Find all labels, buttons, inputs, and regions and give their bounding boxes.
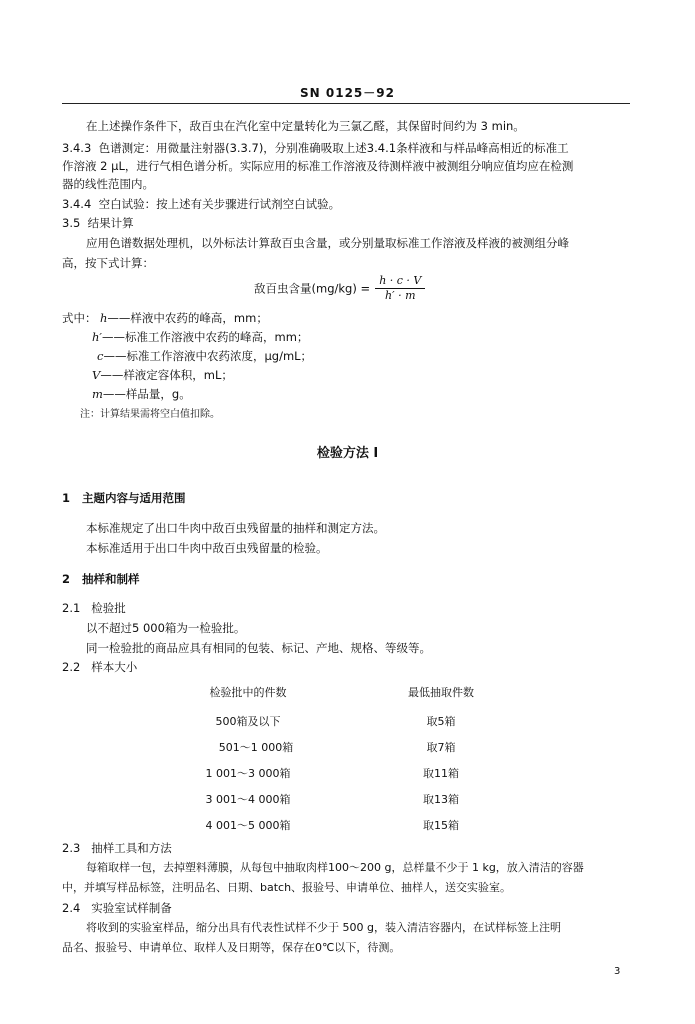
section-2-4-line1: 将收到的实验室样品，缩分出具有代表性试样不少于 500 g，装入清洁容器内，在试样标签上注明 — [86, 921, 561, 934]
section-title: 实验室试样制备 — [91, 901, 172, 915]
section-3-5-heading — [62, 215, 134, 231]
table-header: 检验批中的件数 — [209, 686, 287, 699]
table-cell: 4 001～5 000箱 — [205, 819, 291, 832]
page-number: 3 — [614, 966, 621, 977]
formula-numerator: h · c · V — [375, 274, 425, 289]
formula-fraction — [375, 274, 425, 303]
definition-item — [97, 348, 312, 364]
section-2-heading — [62, 571, 140, 587]
section-title: 结果计算 — [87, 216, 134, 230]
section-3-4-3-line3: 器的线性范围内。 — [62, 177, 154, 191]
section-2-2-heading — [62, 659, 137, 675]
section-number: 3.4.4 — [62, 197, 92, 211]
section-number: 2.1 — [62, 601, 81, 615]
where-label: 式中： — [62, 311, 97, 325]
section-number: 1 — [62, 491, 71, 505]
section-number: 2.4 — [62, 901, 81, 915]
table-header: 最低抽取件数 — [408, 686, 474, 699]
definition-text: ——样液中农药的峰高，mm； — [107, 311, 268, 325]
definition-text: ——样品量，g。 — [102, 387, 191, 401]
definition-symbol: c — [97, 349, 104, 363]
section-text: 色谱测定：用微量注射器(3.3.7)，分别准确吸取上述3.4.1条样液和与样品峰高相近的标准工 — [98, 141, 569, 155]
section-2-4-line2: 品名、报验号、申请单位、取样人及日期等，保存在0℃以下，待测。 — [62, 941, 401, 954]
definition-text: ——样液定容体积，mL； — [100, 368, 233, 382]
definition-symbol: h′ — [92, 330, 103, 344]
table-cell: 1 001～3 000箱 — [205, 767, 291, 780]
method-title: 检验方法 I — [316, 446, 379, 461]
table-cell: 取5箱 — [426, 715, 456, 728]
table-cell: 取13箱 — [423, 793, 459, 806]
section-2-3-heading — [62, 840, 172, 856]
section-3-5-line2: 高，按下式计算： — [62, 256, 154, 270]
section-number: 3.5 — [62, 216, 81, 230]
definition-symbol: m — [92, 387, 103, 401]
document-header: SN 0125－92 — [300, 86, 395, 100]
section-number: 2.2 — [62, 660, 81, 674]
section-2-1-p2: 同一检验批的商品应具有相同的包装、标记、产地、规格、等级等。 — [86, 641, 431, 655]
section-2-4-heading — [62, 900, 172, 916]
table-cell: 取11箱 — [423, 767, 459, 780]
intro-line: 在上述操作条件下，敌百虫在汽化室中定量转化为三氯乙醛，其保留时间约为 3 min。 — [86, 119, 525, 133]
note: 注：计算结果需将空白值扣除。 — [80, 409, 220, 420]
definition-symbol: h — [100, 311, 108, 325]
formula-lhs: 敌百虫含量(mg/kg) = — [254, 281, 371, 296]
section-2-1-heading — [62, 600, 126, 616]
table-cell: 501～1 000箱 — [218, 741, 294, 754]
section-1-p1: 本标准规定了出口牛肉中敌百虫残留量的抽样和测定方法。 — [86, 521, 385, 535]
formula — [254, 274, 425, 303]
section-3-5-line1: 应用色谱数据处理机，以外标法计算敌百虫含量，或分别量取标准工作溶液及样液的被测组分峰 — [86, 236, 569, 250]
section-2-1-p1: 以不超过5 000箱为一检验批。 — [86, 621, 246, 635]
section-number: 3.4.3 — [62, 141, 92, 155]
section-3-4-3-line2: 作溶液 2 μL，进行气相色谱分析。实际应用的标准工作溶液及待测样液中被测组分响应值均应在检测 — [62, 159, 574, 173]
definition-item — [92, 386, 191, 402]
section-number: 2 — [62, 572, 71, 586]
definition-item — [100, 310, 268, 326]
section-2-3-line1: 每箱取样一包，去掉塑料薄膜，从每包中抽取肉样100～200 g，总样量不少于 1 kg，放入清洁的容器 — [86, 861, 584, 874]
section-1-heading — [62, 490, 186, 506]
table-cell: 3 001～4 000箱 — [205, 793, 291, 806]
section-title: 抽样工具和方法 — [91, 841, 172, 855]
section-title: 主题内容与适用范围 — [82, 491, 186, 505]
header-rule — [62, 103, 630, 104]
section-number: 2.3 — [62, 841, 81, 855]
definition-symbol: V — [92, 368, 101, 382]
section-title: 检验批 — [91, 601, 126, 615]
section-2-3-line2: 中，并填写样品标签，注明品名、日期、batch、报验号、申请单位、抽样人，送交实验室。 — [62, 881, 512, 894]
table-cell: 500箱及以下 — [215, 715, 281, 728]
section-1-p2: 本标准适用于出口牛肉中敌百虫残留量的检验。 — [86, 541, 328, 555]
definition-text: ——标准工作溶液中农药浓度，μg/mL； — [103, 349, 313, 363]
formula-denominator: h′ · m — [385, 289, 416, 302]
table-cell: 取7箱 — [426, 741, 456, 754]
definition-item — [92, 329, 308, 345]
section-3-4-4 — [62, 196, 340, 212]
sample-size-table — [0, 684, 695, 834]
definition-item — [92, 367, 233, 383]
definition-text: ——标准工作溶液中农药的峰高，mm； — [102, 330, 309, 344]
section-title: 抽样和制样 — [82, 572, 140, 586]
section-title: 样本大小 — [91, 660, 138, 674]
section-3-4-3-line1 — [62, 140, 569, 156]
table-cell: 取15箱 — [423, 819, 459, 832]
section-text: 空白试验：按上述有关步骤进行试剂空白试验。 — [98, 197, 341, 211]
